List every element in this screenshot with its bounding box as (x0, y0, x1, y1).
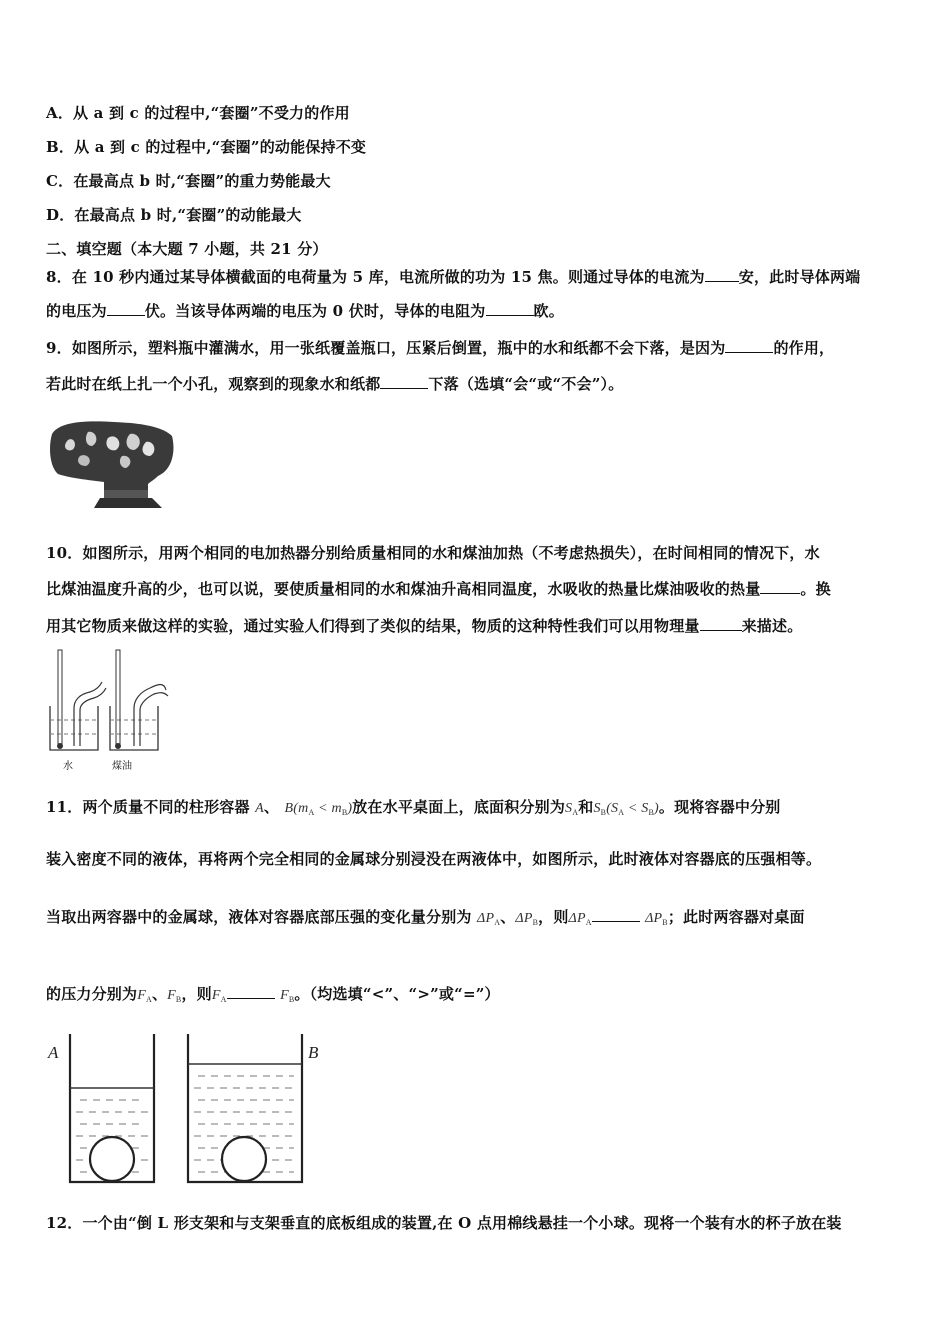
q11-dp-b: $\Delta P_B$ (515, 911, 539, 927)
q11-then-2: ，则 (181, 985, 212, 1003)
q11-f-a-2: $F_A$ (211, 988, 227, 1004)
q11-container-b-expr: $B(m_A < m_B)$ (284, 801, 353, 817)
q8-line1 (46, 266, 860, 287)
section-title: 二、填空题（本大题 7 小题，共 21 分） (46, 240, 328, 258)
q11-text-2: 放在水平桌面上，底面积分别为 (352, 798, 566, 816)
q11-line1 (46, 796, 781, 817)
q11-comma: 、 (500, 908, 516, 926)
q9-text-4: 下落（选填“会“或“不会”）。 (428, 375, 624, 393)
q12-line1: 12．一个由“倒 L 形支架和与支架垂直的底板组成的装置,在 O 点用棉线悬挂一个小球。现将一个装有水的杯子放在装 (46, 1214, 842, 1232)
q8-text-4: 伏。当该导体两端的电压为 0 伏时，导体的电阻为 (144, 302, 486, 320)
q9-text-1: 9．如图所示，塑料瓶中灌满水，用一张纸覆盖瓶口，压紧后倒置，瓶中的水和纸都不会下落，是因为 (46, 339, 726, 357)
q11-line3 (46, 906, 805, 927)
q10-text-2: 比煤油温度升高的少，也可以说，要使质量相同的水和煤油升高相同温度，水吸收的热量比煤油吸收的热量 (46, 580, 761, 598)
q11-text-line3b: ；此时两容器对桌面 (667, 908, 805, 926)
q8-line2 (46, 300, 564, 321)
q9-line2 (46, 373, 623, 394)
q11-text-1: 11．两个质量不同的柱形容器 (46, 798, 250, 816)
q8-text-5: 欧。 (533, 302, 564, 320)
q10-line2 (46, 578, 831, 599)
q11-container-a: A (255, 801, 264, 816)
q11-f-b: $F_B$ (167, 988, 182, 1004)
beakers-figure (44, 646, 174, 756)
q8-text-2: 安，此时导体两端 (738, 268, 861, 286)
metal-ball-b (222, 1137, 266, 1181)
label-kerosene: 煤油 (112, 761, 132, 772)
q11-area-b: $S_B(S_A < S_B)$ (593, 801, 659, 817)
q10-line3 (46, 615, 802, 636)
q11-dp-b-2: $\Delta P_B$ (645, 911, 668, 927)
q11-then: ，则 (538, 908, 569, 926)
q11-f-b-2: $F_B$ (280, 988, 295, 1004)
q11-blank-dp[interactable] (592, 907, 640, 922)
container-b-label: B (308, 1043, 319, 1062)
q11-sep: 、 (263, 798, 280, 816)
q11-text-3: 。现将容器中分别 (658, 798, 781, 816)
option-b: B．从 a 到 c 的过程中,“套圈”的动能保持不变 (46, 138, 367, 156)
q10-blank-quantity[interactable] (700, 616, 742, 631)
option-d: D．在最高点 b 时,“套圈”的动能最大 (46, 206, 302, 224)
q10-line1: 10．如图所示，用两个相同的电加热器分别给质量相同的水和煤油加热（不考虑热损失），在时间相同的情况下，水 (46, 544, 820, 562)
q11-comma-2: 、 (151, 985, 168, 1003)
q9-line1 (46, 337, 834, 358)
q11-text-line3a: 当取出两容器中的金属球，液体对容器底部压强的变化量分别为 (46, 908, 472, 926)
q9-blank-cause[interactable] (725, 338, 773, 353)
q11-and: 和 (578, 798, 594, 816)
q9-text-2: 的作用， (773, 339, 835, 357)
q11-dp-a: $\Delta P_A$ (477, 911, 501, 927)
inverted-bottle-figure (44, 412, 179, 512)
option-a: A．从 a 到 c 的过程中,“套圈”不受力的作用 (46, 104, 350, 122)
q10-text-3: 。换 (800, 580, 831, 598)
q11-blank-force[interactable] (227, 984, 275, 999)
q9-blank-fall[interactable] (380, 374, 428, 389)
container-a-label: A (48, 1043, 59, 1062)
q11-line4 (46, 983, 500, 1004)
q10-blank-heat[interactable] (760, 579, 800, 594)
q11-text-line4b: 。（均选填“<”、“>”或“=”） (294, 985, 500, 1003)
q8-blank-voltage[interactable] (107, 301, 145, 316)
q9-text-3: 若此时在纸上扎一个小孔，观察到的现象水和纸都 (46, 375, 381, 393)
containers-figure (44, 1028, 334, 1193)
q8-blank-current[interactable] (705, 267, 739, 282)
q11-line2: 装入密度不同的液体，再将两个完全相同的金属球分别浸没在两液体中，如图所示，此时液体对容器底的压强相等。 (46, 850, 822, 868)
q11-dp-a-2: $\Delta P_A$ (568, 911, 592, 927)
q11-area-a: $S_A$ (565, 801, 579, 817)
q11-f-a: $F_A$ (137, 988, 152, 1004)
q10-text-5: 来描述。 (741, 617, 803, 635)
q8-blank-resistance[interactable] (486, 301, 534, 316)
q8-text-1: 8．在 10 秒内通过某导体横截面的电荷量为 5 库，电流所做的功为 15 焦。则通过导体的电流为 (46, 268, 705, 286)
q10-text-4: 用其它物质来做这样的实验，通过实验人们得到了类似的结果，物质的这种特性我们可以用物理量 (46, 617, 700, 635)
q8-text-3: 的电压为 (46, 302, 107, 320)
q11-text-line4a: 的压力分别为 (46, 985, 138, 1003)
option-c: C．在最高点 b 时,“套圈”的重力势能最大 (46, 172, 331, 190)
metal-ball-a (90, 1137, 134, 1181)
label-water: 水 (63, 761, 73, 772)
